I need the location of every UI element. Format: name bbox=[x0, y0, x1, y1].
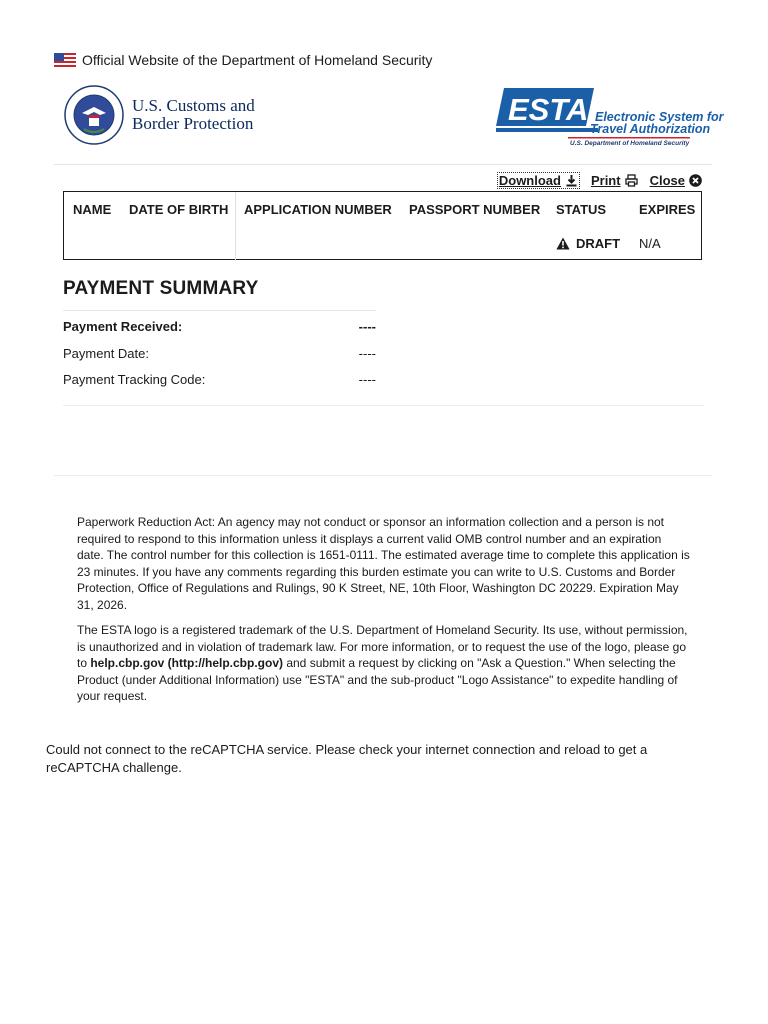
help-cbp-link[interactable]: help.cbp.gov (http://help.cbp.gov) bbox=[90, 656, 283, 670]
print-icon bbox=[625, 174, 638, 187]
download-icon bbox=[565, 174, 578, 187]
header-status: STATUS bbox=[556, 202, 607, 217]
header-passport: PASSPORT NUMBER bbox=[409, 202, 541, 217]
esta-tagline2: Travel Authorization bbox=[590, 122, 711, 136]
header-name: NAME bbox=[73, 202, 112, 217]
warning-icon bbox=[556, 237, 570, 250]
cbp-logo[interactable] bbox=[64, 85, 255, 145]
trademark-notice bbox=[77, 622, 691, 705]
paperwork-notice: Paperwork Reduction Act: An agency may not conduct or sponsor an information collection and a person is not required to respond to this information unless it displays a current valid OMB control number and an expiration date. The control number for this collection is 1651-0111. The estimated average time to complete this application is 23 minutes. If you have any comments regarding this burden estimate you can write to U.S. Customs and Border Protection, Office of Regulations and Rulings, 90 K Street, NE, 10th Floor, Washington DC 20229. Expiration May 31, 2026. bbox=[77, 515, 690, 612]
column-divider bbox=[235, 192, 236, 227]
cbp-line1: U.S. Customs and bbox=[132, 96, 255, 115]
cbp-wordmark bbox=[132, 97, 255, 133]
recaptcha-error: Could not connect to the reCAPTCHA service. Please check your internet connection and reload to get a reCAPTCHA challenge. bbox=[46, 742, 648, 775]
payment-summary-title: PAYMENT SUMMARY bbox=[63, 278, 259, 299]
payment-date-row bbox=[63, 346, 376, 361]
header-app-number: APPLICATION NUMBER bbox=[244, 202, 392, 217]
esta-tagline1: Electronic System for bbox=[595, 110, 724, 124]
payment-tracking-value: ---- bbox=[358, 372, 376, 387]
action-links bbox=[498, 173, 702, 188]
status-value: DRAFT bbox=[576, 236, 621, 251]
header-dob: DATE OF BIRTH bbox=[129, 202, 229, 217]
cbp-line2: Border Protection bbox=[132, 114, 254, 133]
download-label: Download bbox=[498, 173, 561, 188]
payment-received-label: Payment Received: bbox=[63, 319, 183, 334]
close-circle-icon bbox=[689, 174, 702, 187]
payment-date-value: ---- bbox=[358, 346, 376, 361]
official-banner bbox=[54, 52, 432, 68]
download-link[interactable] bbox=[498, 173, 579, 188]
esta-dept: U.S. Department of Homeland Security bbox=[570, 140, 690, 147]
column-divider bbox=[235, 227, 236, 261]
expires-value: N/A bbox=[639, 236, 661, 251]
application-table bbox=[63, 191, 702, 260]
trademark-text-before: The ESTA logo is a registered trademark of the U.S. Department of Homeland Security. Its use, without permission, is unauthorized and in violation of trademark law. For more information, or to request the use of the logo, please go to bbox=[77, 623, 688, 670]
payment-received-value: ---- bbox=[358, 319, 376, 334]
esta-logo[interactable] bbox=[494, 86, 724, 148]
print-link[interactable] bbox=[591, 173, 638, 188]
status-badge bbox=[556, 236, 620, 251]
trademark-text-after: and submit a request by clicking on "Ask a Question." When selecting the Product (under Additional Information) use "ESTA" and the sub-product "Logo Assistance" to expedite handling of your request. bbox=[77, 656, 678, 703]
payment-tracking-row bbox=[63, 372, 376, 387]
footer-divider bbox=[54, 475, 712, 476]
print-label: Print bbox=[590, 173, 621, 188]
payment-received-row bbox=[63, 319, 376, 334]
section-divider bbox=[63, 405, 704, 406]
payment-date-label: Payment Date: bbox=[63, 346, 149, 361]
esta-wordmark: ESTA bbox=[508, 92, 589, 127]
banner-text: Official Website of the Department of Homeland Security bbox=[82, 52, 433, 68]
payment-tracking-label: Payment Tracking Code: bbox=[63, 372, 206, 387]
dhs-seal-icon bbox=[64, 85, 124, 145]
close-label: Close bbox=[649, 173, 685, 188]
header-divider bbox=[54, 164, 712, 165]
payment-divider bbox=[63, 310, 376, 311]
us-flag-icon bbox=[54, 53, 76, 67]
header-expires: EXPIRES bbox=[639, 202, 696, 217]
close-link[interactable] bbox=[650, 173, 702, 188]
